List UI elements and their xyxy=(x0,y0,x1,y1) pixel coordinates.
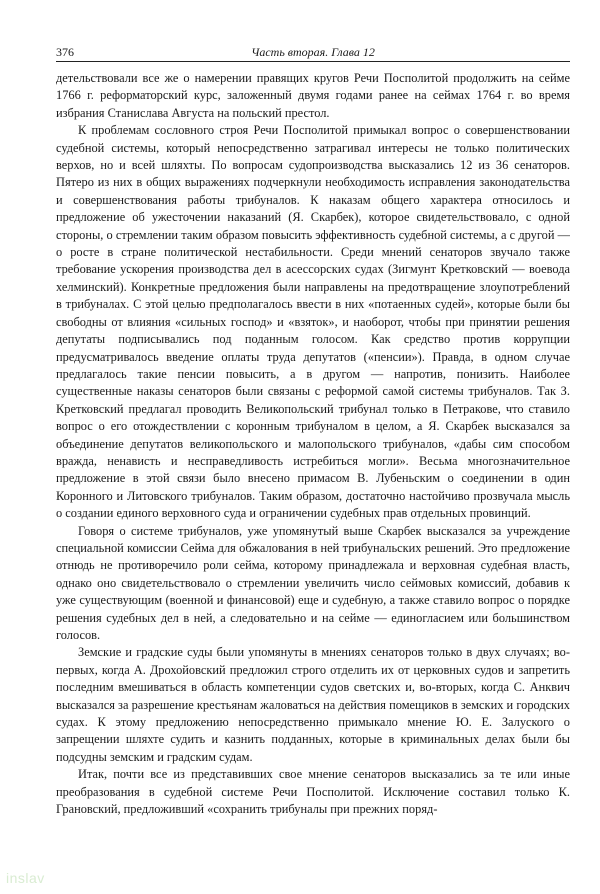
page-number: 376 xyxy=(56,45,74,59)
header-rule xyxy=(56,61,570,62)
watermark-logo: inslav xyxy=(6,870,45,886)
body-text xyxy=(56,70,570,874)
paragraph: Говоря о системе трибуналов, уже упомянутый выше Скарбек высказался за учреждение специальной комиссии Сейма для обжалования в ней трибунальских решений. Это предложение отнюдь не противоречило роли сейма, которому принадлежала и верховная судебная власть, однако оно свидетельствовало о стремлении увеличить число сеймовых комиссий, добавив к уже существующим (военной и финансовой) еще и судебную, а также ставило вопрос о порядке решения судебных дел в ней, а следовательно и на сейме — единогласием или большинством голосов. xyxy=(56,523,570,642)
running-title: Часть вторая. Глава 12 xyxy=(251,45,375,59)
paragraph: Итак, почти все из представивших свое мнение сенаторов высказались за те или иные преобразования в судебной системе Речи Посполитой. Исключение составил только К. Грановский, предложивший «сохранить трибуналы при прежних поряд- xyxy=(56,767,570,817)
paragraph: К проблемам сословного строя Речи Посполитой примыкал вопрос о совершенствовании судебной системы, который непосредственно затрагивал интересы не только политических верхов, но и всей шляхты. По вопросам судопроизводства высказались 12 из 36 сенаторов. Пятеро из них в общих выражениях подчеркнули необходимость исправления законодательства и совершенствования работы трибуналов. К наказам общего характера относилось и предложение об ужесточении наказаний (Я. Скарбек), которое свидетельствовало, с одной стороны, о стремлении таким образом повысить эффективность судебной системы, а с другой — о росте в стране политической нестабильности. Среди мнений сенаторов звучало также требование ускорения производства дел в асессорских судах (Зигмунт Кретковский — воевода хелминский). Конкретные предложения были направлены на предотвращение злоупотреблений в трибуналах. С этой целью предполагалось ввести в них «потаенных судей», которые были бы свободны от влияния «сильных господ» и «взяток», и наоборот, чтобы при принятии решения депутаты подписывались под поданным голосом. Как средство против коррупции предусматривалось введение оплаты труда депутатов («пенсии»). Правда, в одном случае предлагалось такие пенсии повысить, а в другом — напротив, понизить. Наиболее существенные наказы сенаторов были связаны с реформой самой системы трибуналов. Так З. Кретковский предлагал проводить Великопольский трибунал только в Петракове, что ставило вопрос о его отождествлении с коронным трибуналом в целом, а Я. Скарбек высказался за объединение депутатов великопольского и малопольского трибуналов, «дабы сим способом вражда, ненависть и несправедливость истребиться могли». Весьма многозначительное предложение в этой связи было внесено примасом В. Лубеньским о соединении в один Коронного и Литовского трибуналов. Таким образом, достаточно настойчиво прозвучала мысль о создании единого верховного суда и ограничении судебных прав отдельных провинций. xyxy=(56,123,570,521)
paragraph: Земские и градские суды были упомянуты в мнениях сенаторов только в двух случаях; во-первых, когда А. Дрохойовский предложил строго отделить их от церковных судов и запретить последним вмешиваться в область компетенции судов светских и, во-вторых, когда С. Анквич высказался за разрешение крестьянам жаловаться на действия помещиков в земских и городских судах. К этому предложению непосредственно примыкало мнение Ю. Е. Залуского о запрещении шляхте судить и казнить подданных, которые в криминальных делах были бы подсудны земским и градским судам. xyxy=(56,645,570,764)
paragraph-continuation: детельствовали все же о намерении правящих кругов Речи Посполитой продолжить на сейме 1766 г. реформаторский курс, заложенный двумя годами ранее на сеймах 1764 г. во время избрания Станислава Августа на польский престол. xyxy=(56,71,570,120)
page-header xyxy=(56,44,570,62)
